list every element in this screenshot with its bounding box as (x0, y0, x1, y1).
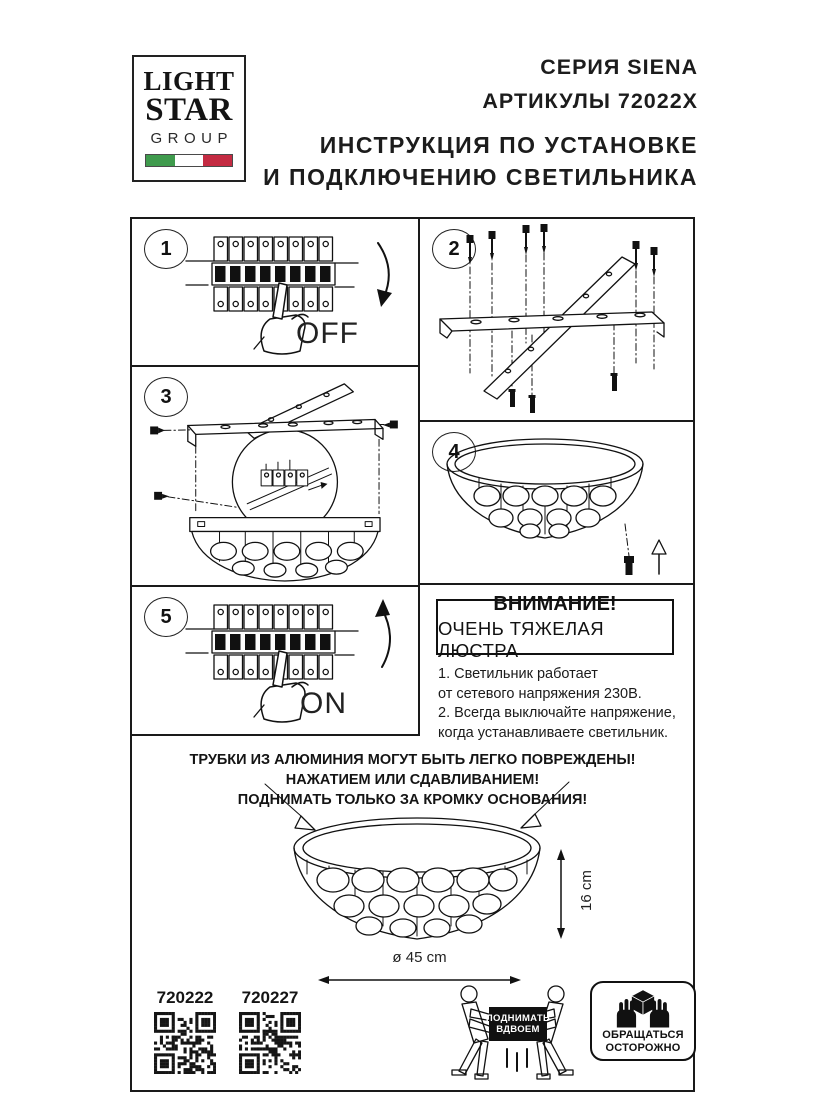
warning-box (436, 592, 674, 661)
step-panel-4 (420, 422, 693, 583)
step-number-2: 2 (432, 229, 476, 269)
lightstar-logo (132, 55, 246, 182)
step-number-4: 4 (432, 432, 476, 472)
series-title: СЕРИЯ SIENA (540, 55, 698, 79)
notes-area (420, 585, 693, 741)
lamp-base-drawing (190, 518, 380, 581)
logo-star: STAR (145, 92, 233, 128)
step-number-1: 1 (144, 229, 188, 269)
step-panel-5 (132, 587, 418, 734)
circuit-breaker-diagram (184, 227, 404, 355)
italian-flag-icon (145, 154, 233, 167)
note-line-4: когда устанавливаете светильник. (438, 724, 669, 741)
handling-warning-line3: ПОДНИМАТЬ ТОЛЬКО ЗА КРОМКУ ОСНОВАНИЯ! (237, 792, 588, 808)
header (263, 50, 698, 193)
diameter-dimension: ø 45 cm (392, 949, 447, 966)
cube-icon (631, 990, 654, 1015)
pointer-arrow-left-icon (265, 784, 315, 830)
on-label: ON (300, 687, 347, 720)
bottom-section (132, 736, 693, 1090)
curved-arrow-down-icon (377, 243, 392, 307)
bracket-bar-horizontal (188, 420, 383, 435)
warning-title: ВНИМАНИЕ! (493, 592, 617, 615)
two-person-lift-icon (445, 981, 580, 1083)
lift-label-line1: ПОДНИМАТЬ (485, 1013, 551, 1024)
off-label: OFF (296, 317, 359, 350)
hand-right-icon (650, 999, 669, 1027)
article-number-720222: 720222 (156, 988, 214, 1007)
breaker-modules (212, 237, 335, 311)
handle-with-care-icon (590, 981, 696, 1061)
step-panel-2 (420, 219, 693, 420)
warning-subtitle: ОЧЕНЬ ТЯЖЕЛАЯ ЛЮСТРА (438, 617, 605, 661)
circuit-breaker-diagram (184, 595, 404, 723)
notes (438, 665, 676, 743)
screw-icon (624, 524, 634, 575)
qr-code-720222 (154, 1012, 216, 1074)
logo-group: GROUP (150, 130, 233, 147)
doc-title-line1: ИНСТРУКЦИЯ ПО УСТАНОВКЕ (319, 132, 698, 158)
ceiling-lamp-diagram (432, 428, 684, 580)
care-label-line1: ОБРАЩАТЬСЯ (602, 1029, 684, 1041)
note-line-1: 1. Светильник работает (438, 666, 598, 682)
flag-white (175, 155, 204, 166)
lift-label-line2: ВДВОЕМ (496, 1024, 540, 1035)
hands-cube-pictogram (604, 989, 682, 1029)
article-number-720227: 720227 (241, 988, 299, 1007)
step-panel-1 (132, 219, 418, 365)
mounting-bracket-diagram (426, 223, 690, 417)
step-number-5: 5 (144, 597, 188, 637)
breaker-modules (212, 605, 335, 679)
handling-warning-line2: НАЖАТИЕМ ИЛИ СДАВЛИВАНИЕМ! (285, 772, 540, 788)
logo-light: LIGHT (143, 66, 235, 96)
note-line-3: 2. Всегда выключайте напряжение, (438, 705, 676, 721)
care-label-line2: ОСТОРОЖНО (605, 1042, 681, 1054)
height-arrow-icon (552, 848, 570, 940)
assembly-diagram (134, 369, 416, 583)
left-person-silhouette (452, 986, 492, 1079)
flag-green (146, 155, 175, 166)
articles-title: АРТИКУЛЫ 72022X (482, 89, 698, 113)
lift-box-label (485, 1007, 551, 1041)
steps-grid (130, 217, 695, 1092)
doc-title-line2: И ПОДКЛЮЧЕНИЮ СВЕТИЛЬНИКА (263, 164, 698, 190)
handling-warning-line1: ТРУБКИ ИЗ АЛЮМИНИЯ МОГУТ БЫТЬ ЛЕГКО ПОВРЕЖДЕНЫ! (189, 752, 636, 768)
hand-left-icon (617, 999, 636, 1027)
qr-code-720227 (239, 1012, 301, 1074)
height-dimension: 16 cm (578, 870, 595, 911)
flag-red (203, 155, 232, 166)
pointer-arrow-right-icon (521, 782, 569, 828)
note-line-2: от сетевого напряжения 230В. (438, 685, 642, 702)
step-number-3: 3 (144, 377, 188, 417)
up-arrow-icon (652, 540, 666, 574)
step-panel-3 (132, 367, 418, 585)
curved-arrow-up-icon (375, 599, 390, 667)
